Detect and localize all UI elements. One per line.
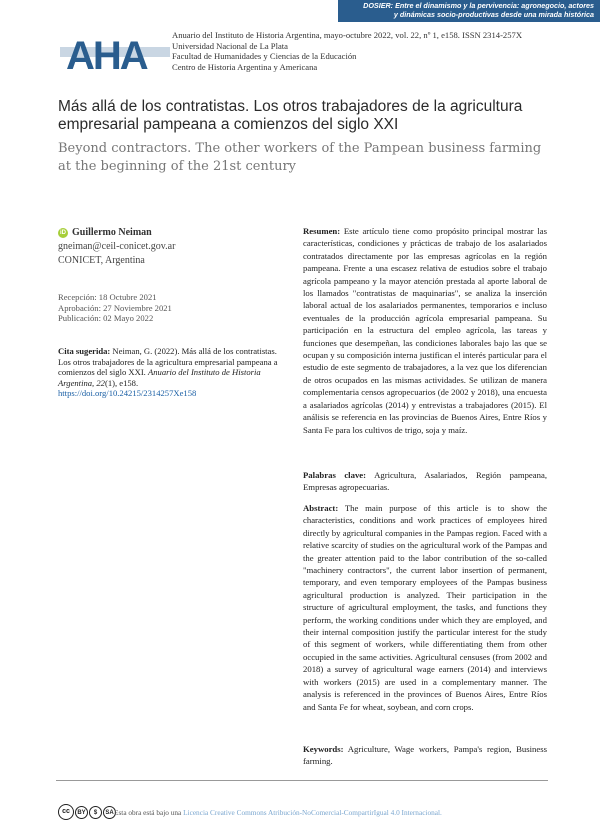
cc-sa-icon: SA	[103, 806, 116, 819]
resumen-label: Resumen:	[303, 226, 341, 236]
footer-divider	[56, 780, 548, 781]
author-name: Guillermo Neiman	[72, 227, 152, 238]
journal-line-2: Universidad Nacional de La Plata	[172, 40, 288, 51]
date-received: Recepción: 18 Octubre 2021	[58, 292, 157, 302]
citation-doi-link[interactable]: https://doi.org/10.24215/2314257Xe158	[58, 388, 197, 398]
journal-line-4: Centro de Historia Argentina y Americana	[172, 61, 318, 72]
palabras-clave-label: Palabras clave:	[303, 470, 367, 480]
dossier-line-2: y dinámicas socio-productivas desde una mirada histórica	[393, 9, 594, 19]
resumen-text: Este artículo tiene como propósito principal mostrar las características, condiciones y prácticas de trabajo de los asalariados contratados directamente por las empresas agrícolas en la región pampeana. Frente a una escasez relativa de estudios sobre el trabajo agrícola pampeano y la mayor atención prestada al aporte laboral de los llamados "contratistas de maquinarias", se analiza la inserción laboral actual de los asalariados permanentes, temporarios e incluso eventuales de la producción agrícola empresarial pampeana. Su participación en la estructura del empleo agrícola, las tareas y funciones que desempeñan, las condiciones laborales bajo las que se ocupan y su composición interna justifican el interés particular para el estudio de este segmento de trabajadores, a la vez que los diferencian de otros ocupados en las mismas actividades. Se utilizan de manera complementaria censos agropecuarios (de 2002 y 2018), una encuesta a asalariados agrícolas (2014) y entrevistas a trabajadores (2015). El análisis se referencia en las provincias de Buenos Aires, Entre Ríos y Santa Fe para los cultivos de trigo, soja y maíz.	[303, 226, 547, 435]
article-title-en: Beyond contractors. The other workers of the Pampean business farming at the beginning of the 21st century	[58, 141, 542, 174]
keywords-label: Keywords:	[303, 744, 344, 754]
license-link[interactable]: Licencia Creative Commons Atribución-NoComercial-CompartirIgual 4.0 Internacional.	[183, 808, 442, 817]
citation-text: Neiman, G. (2022). Más allá de los contratistas. Los otros trabajadores de la agricultura empresarial pampeana a comienzos del siglo XXI.	[58, 346, 278, 377]
license-text	[114, 808, 442, 817]
resumen-section	[303, 225, 547, 436]
date-approved: Aprobación: 27 Noviembre 2021	[58, 302, 172, 313]
author-affiliation: CONICET, Argentina	[58, 255, 145, 266]
date-published: Publicación: 02 Mayo 2022	[58, 313, 154, 323]
suggested-citation	[58, 346, 280, 399]
abstract-text: The main purpose of this article is to show the characteristics, conditions and work practices of employees hired directly by agricultural companies in the Pampas region. Faced with a relative scarcity of studies on the agricultural work of the Pampas and the greater attention paid to the labor contribution of the so-called "machinery contractors", the current labor insertion of permanent, temporary, and even temporary employees of the Pampas business agricultural production is analyzed. Their participation in the structure of agricultural employment, the tasks, and functions they perform, the working conditions under which they are employed, and their internal composition justify the particular interest for the study of this segment of workers, while differentiating them from other occupied in the same activities. Agricultural censuses (from 2002 and 2018) a survey of agricultural wage earners (2014) and interviews with workers (2015) are used in a complementary manner. The analysis is referenced in the provinces of Buenos Aires, Entre Ríos and Santa Fe for wheat, soybean, and corn crops.	[303, 503, 547, 712]
author-block	[58, 227, 288, 266]
abstract-label: Abstract:	[303, 503, 339, 513]
keywords-section	[303, 743, 547, 768]
cc-by-icon: BY	[75, 806, 88, 819]
dossier-line-1: DOSIER: Entre el dinamismo y la pervivencia: agronegocio, actores	[363, 1, 594, 10]
palabras-clave-section	[303, 469, 547, 494]
palabras-clave-text: Agricultura, Asalariados, Región pampeana, Empresas agropecuarias.	[303, 470, 548, 493]
journal-info	[172, 30, 522, 72]
orcid-icon[interactable]: iD	[60, 229, 66, 236]
journal-line-3: Facultad de Humanidades y Ciencias de la Educación	[172, 51, 357, 61]
cc-icon: cc	[58, 804, 74, 820]
keywords-text: Agriculture, Wage workers, Pampa's region, Business farming.	[303, 744, 547, 767]
license-prefix: Esta obra está bajo una	[114, 808, 184, 817]
journal-logo	[60, 29, 170, 75]
author-email[interactable]: gneiman@ceil-conicet.gov.ar	[58, 241, 176, 252]
author-name-row	[58, 227, 288, 238]
dossier-banner	[338, 0, 600, 22]
article-dates	[58, 292, 172, 324]
article-title-es: Más allá de los contratistas. Los otros trabajadores de la agricultura empresarial pampeana a comienzos del siglo XXI	[58, 98, 523, 133]
citation-issue: (1), e158.	[104, 377, 139, 388]
citation-label: Cita sugerida:	[58, 346, 111, 356]
logo-text: AHA	[66, 34, 147, 75]
journal-line-1: Anuario del Instituto de Historia Argentina, mayo-octubre 2022, vol. 22, nº 1, e158. ISSN 2314-257X	[172, 30, 523, 40]
citation-journal: Anuario del Instituto de Historia Argentina, 22	[58, 367, 261, 388]
cc-license-badge[interactable]	[58, 804, 116, 820]
cc-nc-icon: $	[89, 806, 102, 819]
abstract-section	[303, 502, 547, 713]
